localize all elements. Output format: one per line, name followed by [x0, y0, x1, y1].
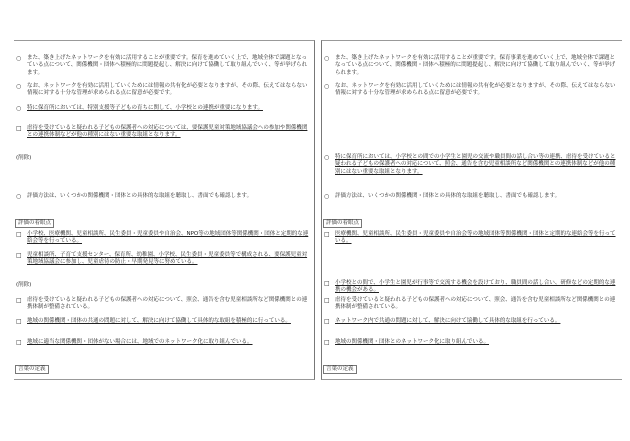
- item-text: なお、ネットワークを有効に活用していくためには情報の共有化が必要となりますが、その際、伝えてはならない情報に対する十分な管理が求められる点に留意が必要です。: [335, 83, 616, 97]
- list-item: [16, 105, 310, 112]
- item-text: 虐待を受けていると疑われる子どもの保護者への対応については、要保護児童対策地域協議会への参加や関係機関との連携体制などが他の種別にはない重要な取組となります。: [27, 125, 308, 139]
- bullet-circle-icon: ○: [16, 55, 22, 62]
- item-text: 地域に適当な関係機関・団体がない場合には、地域でのネットワーク化に取り組んでいる。: [27, 339, 253, 345]
- item-text: 評価方法は、いくつかの関係機関・団体との具体的な取組を聴取し、書面でも確認します。: [27, 193, 253, 199]
- checkbox-icon: □: [324, 280, 330, 287]
- section-header-definitions: 言葉の定義: [323, 365, 357, 374]
- item-text: 特に保育所においては、特別支援等子どもの育ちに関して、小学校との連携が重要になります。: [27, 105, 263, 111]
- checkbox-icon: □: [16, 231, 22, 238]
- item-text: なお、ネットワークを有効に活用していくためには情報の共有化が必要となりますが、その際、伝えてはならない情報に対する十分な管理が求められる点に留意が必要です。: [27, 83, 308, 97]
- item-text: 児童相談所、子育て支援センター、保育所、幼稚園、小学校、民生委員・児童委員等で構成される、要保護児童対策地域協議会に参加し、児童虐待の防止・早期発見等に努めている。: [27, 252, 308, 266]
- deletion-note: (削除): [16, 155, 32, 161]
- bullet-circle-icon: ○: [324, 55, 330, 62]
- check-item: [324, 339, 618, 346]
- checkbox-icon: □: [16, 252, 22, 259]
- section-header-definitions: 言葉の定義: [15, 365, 49, 374]
- check-item: [16, 297, 310, 312]
- bullet-circle-icon: ○: [16, 193, 22, 200]
- checkbox-icon: □: [16, 297, 22, 304]
- item-text: 特に保育所においては、小学校との間での小学生と園児の交流や職員間の話し合い等の連携、虐待を受けていると疑われる子どもの保護者への対応について、照会、通告を含む児童相談所など関係機関との連携体制などが他の種別にはない重要な取組となります。: [335, 154, 616, 175]
- bullet-circle-icon: ○: [16, 105, 22, 112]
- list-item: [16, 55, 310, 77]
- section-header-perspective: 評価の着眼点: [15, 219, 54, 228]
- section-header-perspective: 評価の着眼点: [323, 219, 362, 228]
- bullet-circle-icon: ○: [324, 83, 330, 90]
- left-column: [14, 40, 315, 380]
- deletion-note: (削除): [16, 282, 32, 288]
- item-text: 医療機関、児童相談所、民生委員・児童委員や自治会等の地域団体等関係機関・団体と定期的な連絡会等を行っている。: [335, 231, 616, 245]
- item-text: 評価方法は、いくつかの関係機関・団体との具体的な取組を聴取し、書面でも確認します。: [335, 193, 561, 199]
- list-item: [16, 193, 310, 200]
- item-text: 虐待を受けていると疑われる子どもの保護者への対応について、照会、通告を含む児童相談所など関係機関との連携体制が整備されている。: [335, 297, 616, 311]
- list-item: [324, 55, 618, 77]
- item-text: また、築き上げたネットワークを有効に活用することが重要です。保育事業を進めていく上で、地域全体で課題となっている点について、関係機関・団体へ積極的に問題提起し、解決に向けて協働して取り組んでいく、等が挙げられます。: [335, 55, 616, 76]
- item-text: 地域の関係機関・団体とのネットワーク化に取り組んでいる。: [335, 339, 490, 345]
- item-text: ネットワーク内で共通の問題に対して、解決に向けて協働して具体的な取組を行っている。: [335, 318, 561, 324]
- list-item: [16, 125, 310, 140]
- list-item: [16, 83, 310, 98]
- check-item: [16, 252, 310, 267]
- checkbox-icon: □: [16, 125, 22, 132]
- item-text: 小学校、医療機関、児童相談所、民生委員・児童委員や自治会、NPO等の地域団体等関係機関・団体と定期的な連絡会等を行っている。: [27, 231, 309, 245]
- checkbox-icon: □: [16, 339, 22, 346]
- check-item: [16, 318, 310, 325]
- checkbox-icon: □: [324, 339, 330, 346]
- list-item: [324, 154, 618, 176]
- check-item: [16, 231, 310, 246]
- list-item: [324, 193, 618, 200]
- item-text: 小学校との間で、小学生と園児が行事等で交流する機会を設けており、職員間の話し合い、研修などの定期的な連携の機会がある。: [335, 280, 616, 294]
- bullet-circle-icon: ○: [16, 83, 22, 90]
- item-text: 地域の関係機関・団体の共通の問題に対して、解決に向けて協働して具体的な取組を積極的に行っている。: [27, 318, 291, 324]
- item-text: また、築き上げたネットワークを有効に活用することが重要です。保育を進めていく上で、地域全体で課題となっている点について、関係機関・団体へ積極的に問題提起し、解決に向けて協働して取り組んでいく、等が挙げられます。: [27, 55, 308, 76]
- item-text: 虐待を受けていると疑われる子どもの保護者への対応について、照会、通告を含む児童相談所など関係機関との連携体制が整備されている。: [27, 297, 308, 311]
- right-column: [321, 40, 622, 380]
- checkbox-icon: □: [324, 297, 330, 304]
- check-item: [324, 231, 618, 246]
- check-item: [324, 297, 618, 312]
- check-item: [324, 318, 618, 325]
- checkbox-icon: □: [324, 231, 330, 238]
- bullet-circle-icon: ○: [324, 193, 330, 200]
- checkbox-icon: □: [16, 318, 22, 325]
- list-item: [324, 83, 618, 98]
- bullet-circle-icon: ○: [324, 154, 330, 161]
- check-item: [16, 339, 310, 346]
- check-item: [324, 280, 618, 295]
- checkbox-icon: □: [324, 318, 330, 325]
